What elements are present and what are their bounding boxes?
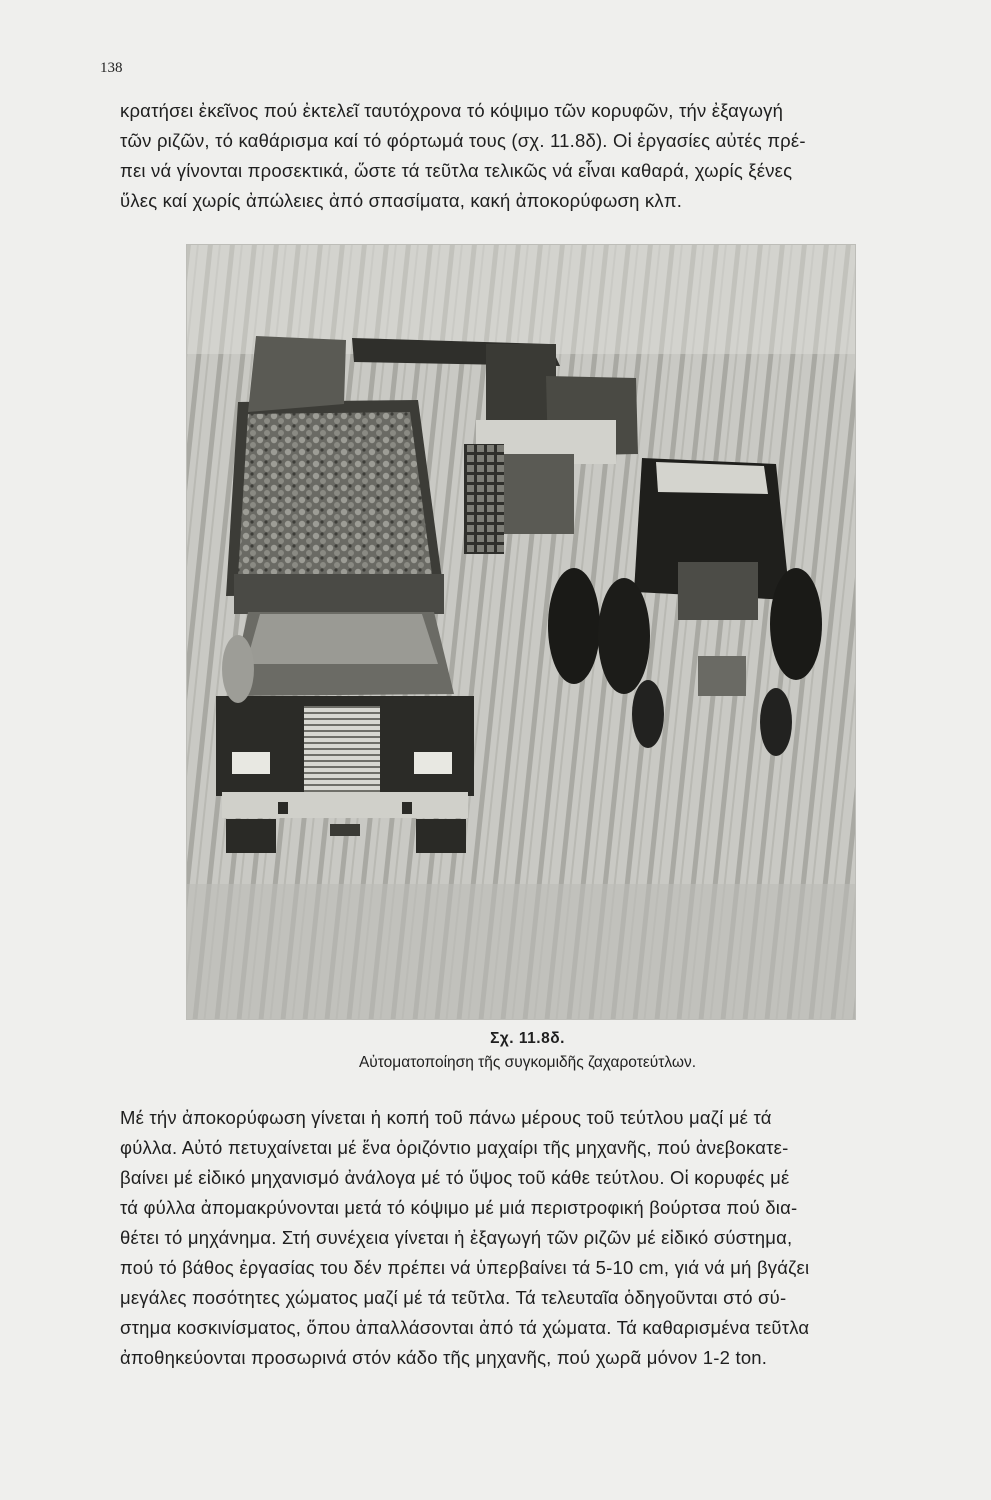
figure-photo-truck-and-harvester [186, 244, 856, 1020]
paragraph-bottom-line: φύλλα. Αὐτό πετυχαίνεται μέ ἕνα ὁριζόντιο μαχαίρι τῆς μηχανῆς, πού ἀνεβοκατε- [120, 1137, 789, 1158]
paragraph-bottom-line: μεγάλες ποσότητες χώματος μαζί μέ τά τεῦτλα. Τά τελευταῖα ὁδηγοῦνται στό σύ- [120, 1287, 787, 1308]
paragraph-top-line: τῶν ριζῶν, τό καθάρισμα καί τό φόρτωμά τους (σχ. 11.8δ). Οἱ ἐργασίες αὐτές πρέ- [120, 130, 806, 151]
paragraph-bottom-line: πού τό βάθος ἐργασίας του δέν πρέπει νά ὑπερβαίνει τά 5-10 cm, γιά νά μή βγάζει [120, 1257, 810, 1278]
paragraph-bottom-line: στημα κοσκινίσματος, ὅπου ἀπαλλάσονται ἀπό τά χώματα. Τά καθαρισμένα τεῦτλα [120, 1317, 810, 1338]
figure-caption: Αὐτοματοποίηση τῆς συγκομιδῆς ζαχαροτεύτλων. [358, 1054, 697, 1071]
paragraph-bottom-line: βαίνει μέ εἰδικό μηχανισμό ἀνάλογα μέ τό ὕψος τοῦ κάθε τεύτλου. Οἱ κορυφές μέ [120, 1167, 790, 1188]
paragraph-bottom-line: ἀποθηκεύονται προσωρινά στόν κάδο τῆς μηχανῆς, πού χωρᾶ μόνον 1-2 ton. [120, 1347, 768, 1368]
paragraph-top [120, 96, 935, 216]
paragraph-top-line: κρατήσει ἐκεῖνος πού ἐκτελεῖ ταυτόχρονα τό κόψιμο τῶν κορυφῶν, τήν ἐξαγωγή [120, 100, 784, 121]
harvest-photo-illustration [186, 244, 856, 1020]
paragraph-bottom [120, 1103, 935, 1373]
paragraph-top-line: ὕλες καί χωρίς ἀπώλειες ἀπό σπασίματα, κακή ἀποκορύφωση κλπ. [120, 190, 683, 211]
paragraph-bottom-line: τά φύλλα ἀπομακρύνονται μετά τό κόψιμο μέ μιά περιστροφική βούρτσα πού δια- [120, 1197, 798, 1218]
paragraph-top-line: πει νά γίνονται προσεκτικά, ὥστε τά τεῦτλα τελικῶς νά εἶναι καθαρά, χωρίς ξένες [120, 160, 793, 181]
figure-label: Σχ. 11.8δ. [490, 1030, 565, 1047]
paragraph-bottom-line: Μέ τήν ἀποκορύφωση γίνεται ἡ κοπή τοῦ πάνω μέρους τοῦ τεύτλου μαζί μέ τά [120, 1107, 772, 1128]
paragraph-bottom-line: θέτει τό μηχάνημα. Στή συνέχεια γίνεται ἡ ἐξαγωγή τῶν ριζῶν μέ εἰδικό σύστημα, [120, 1227, 793, 1248]
page-number: 138 [100, 60, 123, 76]
